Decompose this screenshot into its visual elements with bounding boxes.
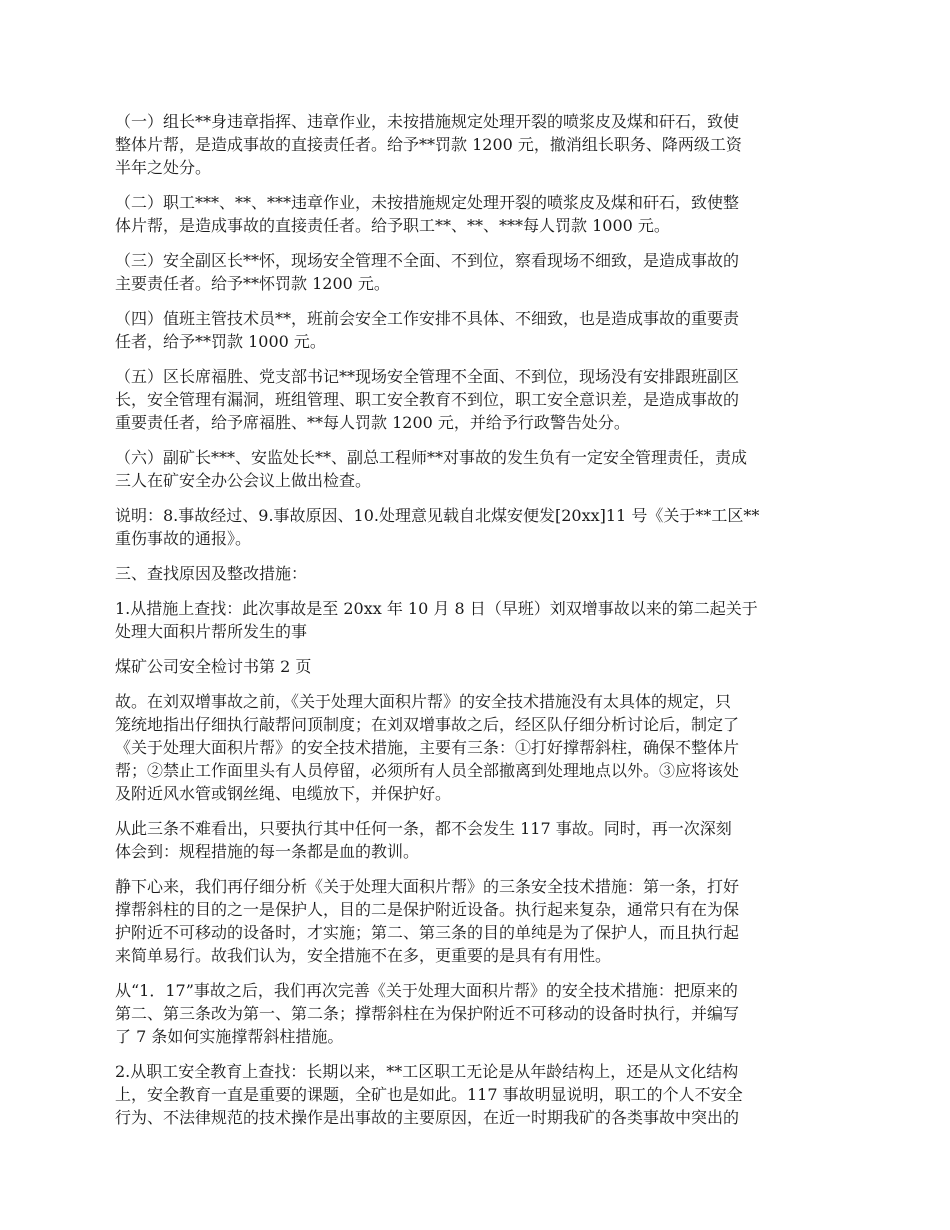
paragraph <box>115 597 841 643</box>
paragraph <box>115 249 841 295</box>
paragraph <box>115 1060 841 1129</box>
text-line: 主要责任者。给予**怀罚款 1200 元。 <box>115 274 390 293</box>
text-line: 行为、不法律规范的技术操作是出事故的主要原因，在近一时期我矿的各类事故中突出的 <box>115 1108 740 1127</box>
text-line: （三）安全副区长**怀，现场安全管理不全面、不到位，察看现场不细致，是造成事故的 <box>115 251 740 270</box>
text-line: 第二、第三条改为第一、第二条；撑帮斜柱在为保护附近不可移动的设备时执行，并编写 <box>115 1004 740 1023</box>
text-line: 三人在矿安全办公会议上做出检查。 <box>115 471 372 490</box>
text-line: 从“1．17”事故之后，我们再次完善《关于处理大面积片帮》的安全技术措施：把原来的 <box>115 981 738 1000</box>
text-line: 长，安全管理有漏洞，班组管理、职工安全教育不到位，职工安全意识差，是造成事故的 <box>115 390 740 409</box>
text-line: 1.从措施上查找：此次事故是至 20xx 年 10 月 8 日（早班）刘双增事故以来的第二起关于 <box>115 599 758 618</box>
paragraph <box>115 504 841 550</box>
text-line: （一）组长**身违章指挥、违章作业，未按措施规定处理开裂的喷浆皮及煤和矸石，致使 <box>115 112 740 131</box>
text-line: 三、查找原因及整改措施： <box>115 564 308 583</box>
text-line: 半年之处分。 <box>115 158 212 177</box>
text-line: 《关于处理大面积片帮》的安全技术措施，主要有三条：①打好撑帮斜柱，确保不整体片 <box>115 738 740 757</box>
text-line: 故。在刘双增事故之前，《关于处理大面积片帮》的安全技术措施没有太具体的规定，只 <box>115 692 732 711</box>
text-line: （六）副矿长***、安监处长**、副总工程师**对事故的发生负有一定安全管理责任，责成 <box>115 448 748 467</box>
paragraph <box>115 110 841 179</box>
text-line: 笼统地指出仔细执行敲帮问顶制度；在刘双增事故之后，经区队仔细分析讨论后，制定了 <box>115 715 740 734</box>
paragraph <box>115 690 841 805</box>
text-line: 帮；②禁止工作面里头有人员停留，必须所有人员全部撤离到处理地点以外。③应将该处 <box>115 761 740 780</box>
paragraph <box>115 365 841 434</box>
text-line: （二）职工***、**、***违章作业，未按措施规定处理开裂的喷浆皮及煤和矸石，致使整 <box>115 193 740 212</box>
text-line: 来简单易行。故我们认为，安全措施不在多，更重要的是具有有用性。 <box>115 946 612 965</box>
paragraph <box>115 875 841 967</box>
text-line: 体会到：规程措施的每一条都是血的教训。 <box>115 842 420 861</box>
text-line: 静下心来，我们再仔细分析《关于处理大面积片帮》的三条安全技术措施：第一条，打好 <box>115 877 740 896</box>
text-line: 说明：8.事故经过、9.事故原因、10.处理意见载自北煤安便发[20xx]11 号《关于**工区** <box>115 506 760 525</box>
paragraph <box>115 979 841 1048</box>
text-line: 体片帮，是造成事故的直接责任者。给予职工**、**、***每人罚款 1000 元。 <box>115 216 670 235</box>
paragraph <box>115 191 841 237</box>
text-line: 处理大面积片帮所发生的事 <box>115 622 308 641</box>
paragraph <box>115 562 841 585</box>
text-line: （四）值班主管技术员**，班前会安全工作安排不具体、不细致，也是造成事故的重要责 <box>115 309 740 328</box>
text-line: 上，安全教育一直是重要的课题，全矿也是如此。117 事故明显说明，职工的个人不安全 <box>115 1085 743 1104</box>
text-line: 撑帮斜柱的目的之一是保护人，目的二是保护附近设备。执行起来复杂，通常只有在为保 <box>115 900 740 919</box>
text-line: 整体片帮，是造成事故的直接责任者。给予**罚款 1200 元，撤消组长职务、降两级工资 <box>115 135 742 154</box>
text-line: 了 7 条如何实施撑帮斜柱措施。 <box>115 1027 344 1046</box>
paragraph <box>115 446 841 492</box>
text-line: 重伤事故的通报》。 <box>115 529 252 548</box>
document-page <box>115 110 841 1141</box>
text-line: 护附近不可移动的设备时，才实施；第二、第三条的目的单纯是为了保护人，而且执行起 <box>115 923 740 942</box>
paragraph <box>115 655 841 678</box>
text-line: （五）区长席福胜、党支部书记**现场安全管理不全面、不到位，现场没有安排跟班副区 <box>115 367 740 386</box>
text-line: 从此三条不难看出，只要执行其中任何一条，都不会发生 117 事故。同时，再一次深刻 <box>115 819 732 838</box>
text-line: 煤矿公司安全检讨书第 2 页 <box>115 657 312 676</box>
paragraph <box>115 307 841 353</box>
text-line: 任者，给予**罚款 1000 元。 <box>115 332 326 351</box>
text-line: 及附近风水管或钢丝绳、电缆放下，并保护好。 <box>115 784 452 803</box>
text-line: 2.从职工安全教育上查找：长期以来，**工区职工无论是从年龄结构上，还是从文化结构 <box>115 1062 739 1081</box>
paragraph <box>115 817 841 863</box>
text-line: 重要责任者，给予席福胜、**每人罚款 1200 元，并给予行政警告处分。 <box>115 413 630 432</box>
